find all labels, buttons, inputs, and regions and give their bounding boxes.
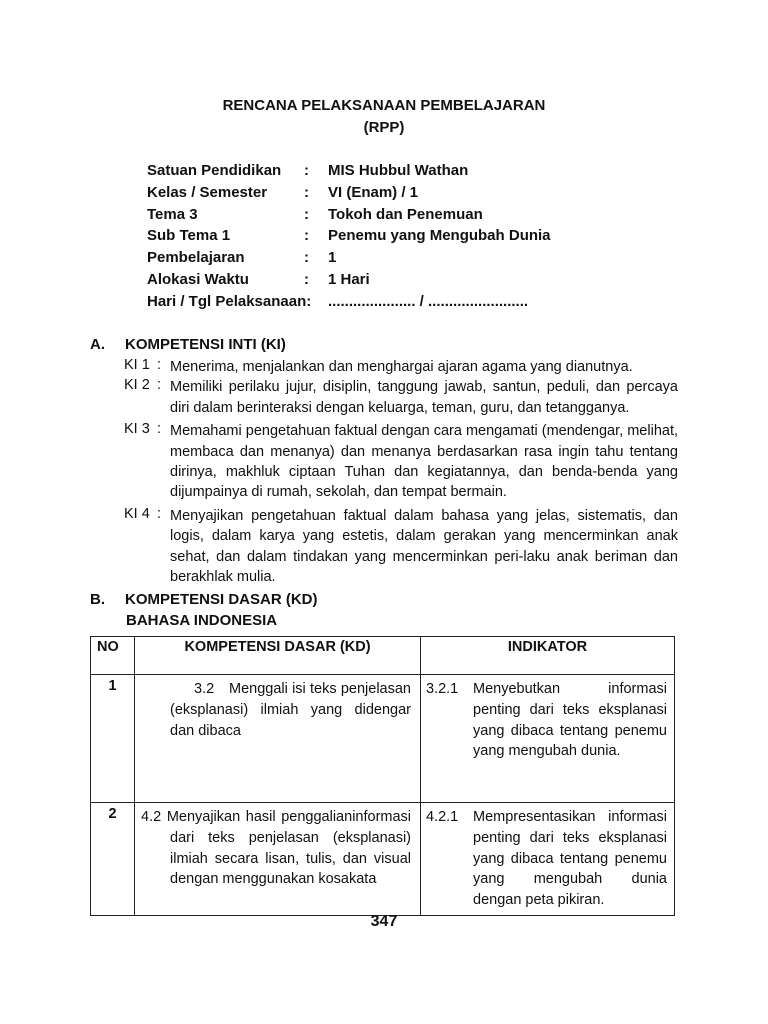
identity-value: MIS Hubbul Wathan [328, 162, 469, 179]
header-indicator: INDIKATOR [421, 637, 675, 675]
identity-label: Pembelajaran [147, 249, 245, 267]
ki-text: Menerima, menjalankan dan menghargai ajaran agama yang dianutnya. [170, 359, 633, 375]
indicator-code: 3.2.1 [426, 681, 459, 697]
identity-colon: : [304, 227, 309, 245]
kd-text [141, 807, 412, 890]
header-no: NO [91, 637, 135, 675]
identity-colon: : [304, 270, 309, 288]
header-kd: KOMPETENSI DASAR (KD) [135, 637, 421, 675]
ki-item [124, 421, 678, 503]
identity-colon: : [304, 249, 309, 267]
identity-label: Tema 3 [147, 205, 198, 223]
ki-code: KI 3 [124, 421, 150, 438]
ki-item [124, 506, 678, 588]
identity-colon: : [304, 205, 309, 223]
indicator-text: Menyebutkan informasi penting dari teks eksplanasi yang dibaca tentang penemu yang mengubah dunia. [473, 681, 667, 760]
kd-code: 3.2 [194, 681, 215, 697]
indicator-cell [421, 803, 675, 916]
section-letter: A. [90, 336, 105, 353]
table-row [91, 803, 675, 916]
ki-code: KI 1 [124, 357, 150, 373]
row-number: 2 [91, 803, 135, 916]
kd-text-content: Menggali isi teks penjelasan (eksplanasi) ilmiah yang didengar dan dibaca [170, 681, 411, 739]
kd-text-content: Menyajikan hasil penggalianinformasi dari teks penjelasan (eksplanasi) ilmiah secara lisan, tulis, dan visual dengan menggunakan kosakata [166, 809, 412, 888]
section-title: KOMPETENSI INTI (KI) [125, 336, 286, 353]
identity-colon: : [304, 162, 309, 179]
identity-label: Sub Tema 1 [147, 227, 231, 245]
kd-cell [135, 675, 421, 803]
ki-text: Memahami pengetahuan faktual dengan cara mengamati (mendengar, melihat, membaca dan menanya) dan menanya berdasarkan rasa ingin tahu tentang dirinya, makhluk ciptaan Tuhan dan kegiatannya, dan benda-benda yang dijumpainya di rumah, sekolah, dan tempat bermain. [170, 423, 678, 501]
ki-list [124, 357, 678, 587]
document-title: RENCANA PELAKSANAAN PEMBELAJARAN [222, 97, 546, 114]
ki-colon: : [157, 421, 162, 438]
identity-label: Satuan Pendidikan [147, 162, 282, 179]
kd-table [90, 636, 675, 916]
document-subtitle: (RPP) [363, 119, 405, 136]
section-title: KOMPETENSI DASAR (KD) [125, 591, 318, 608]
identity-value: 1 [328, 249, 337, 267]
ki-colon: : [157, 505, 162, 522]
indicator-cell [421, 675, 675, 803]
identity-label: Hari / Tgl Pelaksanaan: [147, 292, 312, 310]
ki-colon: : [157, 357, 162, 373]
identity-value: VI (Enam) / 1 [328, 183, 419, 201]
ki-colon: : [157, 377, 162, 394]
row-number: 1 [91, 675, 135, 803]
ki-item [124, 357, 678, 377]
ki-code: KI 4 [124, 505, 150, 522]
kd-cell [135, 803, 421, 916]
identity-label: Kelas / Semester [147, 183, 268, 201]
identity-label: Alokasi Waktu [147, 270, 249, 288]
identity-colon: : [304, 183, 309, 201]
ki-item [124, 377, 678, 418]
ki-text: Menyajikan pengetahuan faktual dalam bahasa yang jelas, sistematis, dan logis, dalam karya yang estetis, dalam gerakan yang mencerminkan anak sehat, dan dalam tindakan yang mencerminkan peri-laku anak beriman dan berakhlak mulia. [170, 507, 678, 586]
page-number: 347 [370, 913, 398, 930]
ki-text: Memiliki perilaku jujur, disiplin, tanggung jawab, santun, peduli, dan percaya diri dalam berinteraksi dengan keluarga, teman, guru, dan tetangganya. [170, 379, 678, 416]
table-header-row [91, 637, 675, 675]
indicator-text: Mempresentasikan informasi penting dari teks eksplanasi yang dibaca tentang penemu yang mengubah dunia dengan peta pikiran. [473, 809, 667, 909]
identity-value: Penemu yang Mengubah Dunia [328, 227, 551, 245]
identity-value: ..................... / ........................ [328, 292, 529, 310]
kd-code-inline: 4.2 [141, 809, 162, 825]
identity-value: Tokoh dan Penemuan [328, 205, 483, 223]
identity-value: 1 Hari [328, 270, 370, 288]
table-row [91, 675, 675, 803]
indicator-code: 4.2.1 [426, 809, 459, 825]
ki-code: KI 2 [124, 377, 150, 394]
section-letter: B. [90, 591, 105, 608]
subject-title: BAHASA INDONESIA [126, 612, 278, 629]
